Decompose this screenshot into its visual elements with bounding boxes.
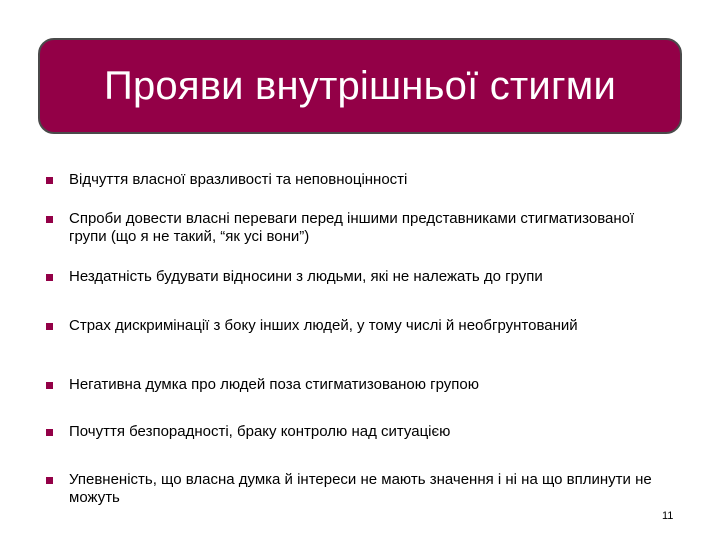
bullet-item	[46, 171, 676, 189]
bullet-text: Почуття безпорадності, браку контролю над ситуацією	[69, 423, 451, 440]
bullet-text: Негативна думка про людей поза стигматизованою групою	[69, 376, 480, 393]
bullet-item	[46, 317, 676, 335]
bullet-text: Страх дискримінації з боку інших людей, у тому числі й необгрунтований	[69, 317, 578, 334]
bullet-item	[46, 210, 676, 246]
bullet-item	[46, 423, 676, 441]
slide-title: Прояви внутрішньої стигми	[104, 63, 616, 108]
square-bullet-icon	[46, 382, 53, 389]
square-bullet-icon	[46, 477, 53, 484]
bullet-item	[46, 471, 676, 507]
bullet-text: Упевненість, що власна думка й інтереси не мають значення і ні на що вплинути не можуть	[69, 471, 652, 506]
bullet-text: Відчуття власної вразливості та неповноцінності	[69, 171, 408, 188]
bullet-item	[46, 268, 676, 286]
square-bullet-icon	[46, 274, 53, 281]
bullet-text: Нездатність будувати відносини з людьми, які не належать до групи	[69, 268, 543, 285]
square-bullet-icon	[46, 216, 53, 223]
square-bullet-icon	[46, 177, 53, 184]
square-bullet-icon	[46, 429, 53, 436]
square-bullet-icon	[46, 323, 53, 330]
bullet-item	[46, 376, 676, 394]
page-number: 11	[662, 510, 674, 522]
bullet-text: Спроби довести власні переваги перед іншими представниками стигматизованої групи (що я не такий, “як усі вони”)	[69, 210, 635, 245]
title-banner	[38, 38, 682, 134]
